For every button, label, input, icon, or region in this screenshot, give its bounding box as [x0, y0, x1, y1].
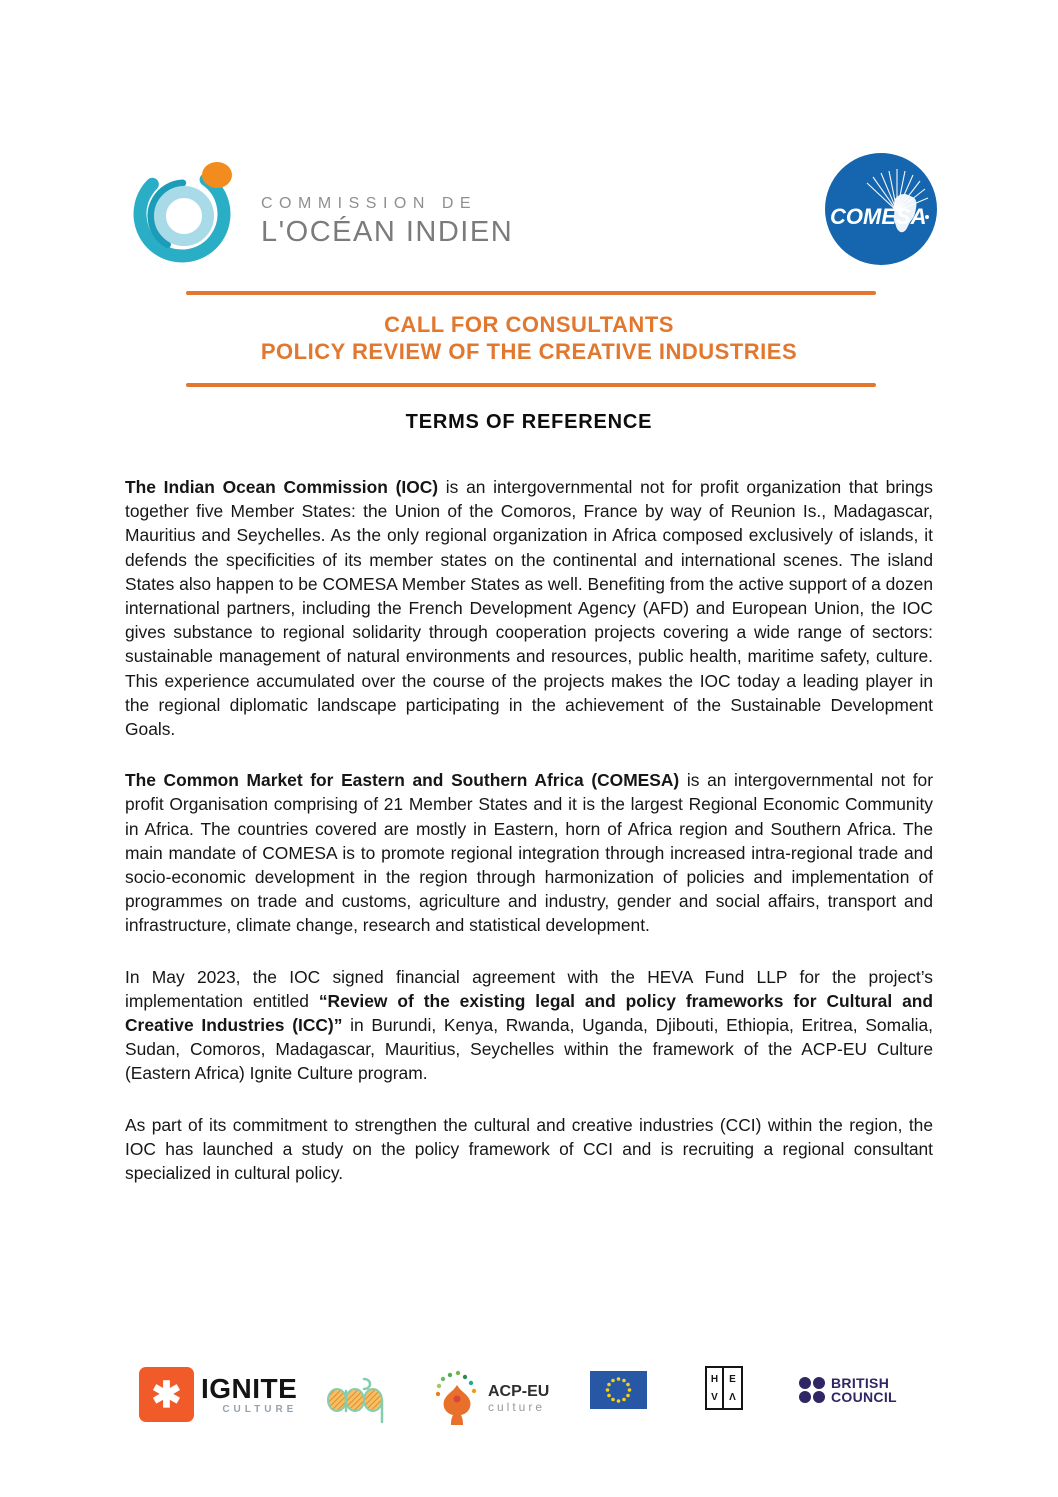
paragraph-agreement: [125, 965, 933, 1086]
partner-logos-footer: [0, 1363, 1058, 1438]
paragraph-ioc-lead: The Indian Ocean Commission (IOC): [125, 477, 439, 497]
paragraph-comesa-lead: The Common Market for Eastern and Southern Africa (COMESA): [125, 770, 680, 791]
paragraph-ioc: [125, 475, 933, 741]
divider-bottom: [186, 383, 876, 387]
paragraph-commitment: As part of its commitment to strengthen the cultural and creative industries (CCI) within the region, the IOC has launched a study on the policy framework of CCI and is recruiting a regional consultant specialized in cultural policy.: [125, 1114, 933, 1184]
heva-letter-v: V: [711, 1391, 718, 1403]
asterisk-icon: ✱: [139, 1367, 194, 1422]
acp-eu-culture-logo: [434, 1369, 549, 1427]
heva-letter-e: E: [729, 1373, 736, 1385]
comesa-logo-icon: [823, 151, 939, 267]
british-council-text: [831, 1376, 897, 1404]
heva-letter-a: Λ: [729, 1391, 736, 1403]
document-title: [0, 311, 1058, 365]
paragraph-agreement-post: in Burundi, Kenya, Rwanda, Uganda, Djibouti, Ethiopia, Eritrea, Somalia, Sudan, Comoros, Madagascar, Mauritius, Seychelles within the framework of the ACP-EU Culture (Eastern Africa) Ignite Culture program.: [125, 1015, 933, 1084]
acp-eu-logo-text: [488, 1383, 549, 1414]
ignite-culture-logo: [139, 1367, 297, 1422]
paragraph-agreement-title: “Review of the existing legal and policy frameworks for Cultural and Creative Industries (ICC)”: [125, 990, 933, 1036]
ioc-logo-line2: L'OCÉAN INDIEN: [261, 216, 514, 248]
heva-left-column: [707, 1368, 724, 1408]
eu-flag-icon: [590, 1371, 647, 1409]
acp-eu-name: ACP-EU: [488, 1382, 550, 1400]
british-council-line2: COUNCIL: [831, 1389, 897, 1405]
ioc-logo-icon: [131, 152, 241, 264]
ignite-sub: CULTURE: [222, 1404, 298, 1415]
heva-right-column: [724, 1368, 741, 1408]
ignite-name: IGNITE: [201, 1373, 298, 1404]
burst-icon: [434, 1369, 480, 1427]
acp-eu-sub: culture: [488, 1399, 546, 1414]
title-line-1: CALL FOR CONSULTANTS: [384, 312, 674, 337]
paragraph-ioc-text: is an intergovernmental not for profit organization that brings together five Member States: the Union of the Comoros, France by way of Reunion Is., Madagascar, Mauritius and Seychelles. As the only regional organization in Africa composed exclusively of islands, it defends the specificities of its member states on the continental and international scenes. The island States also happen to be COMESA Member States as well. Benefiting from the active support of a dozen international partners, including the French Development Agency (AFD) and European Union, the IOC gives substance to regional solidarity through cooperation projects covering a wide range of sectors: sustainable management of natural environments and resources, public health, maritime safety, culture. This experience accumulated over the course of the projects makes the IOC today a leading player in the regional diplomatic landscape participating in the achievement of the Sustainable Development Goals.: [125, 477, 934, 740]
acp-logo-icon: [323, 1373, 385, 1425]
paragraph-comesa: [125, 768, 933, 937]
ioc-logo-line1: COMMISSION DE: [261, 195, 478, 212]
paragraph-comesa-text: is an intergovernmental not for profit Organisation comprising of 21 Member States and it is the largest Regional Economic Community in Africa. The countries covered are mostly in Eastern, horn of Africa region and Southern Africa. The main mandate of COMESA is to promote regional integration through increased intra-regional trade and socio-economic development in the region through harmonization of policies and implementation of programmes on trade and customs, agriculture and industry, gender and social affairs, transport and infrastructure, climate change, research and statistical development.: [125, 770, 934, 936]
four-dots-icon: [799, 1377, 825, 1403]
ioc-logo-text: [261, 167, 513, 249]
comesa-logo-label: COMESA: [830, 204, 927, 229]
title-line-2: POLICY REVIEW OF THE CREATIVE INDUSTRIES: [260, 339, 798, 364]
divider-top: [186, 291, 876, 295]
british-council-logo: [799, 1376, 897, 1404]
heva-letter-h: H: [710, 1373, 719, 1385]
ioc-logo: [131, 152, 513, 264]
paragraph-agreement-pre: In May 2023, the IOC signed financial agreement with the HEVA Fund LLP for the project’s implementation entitled: [125, 966, 933, 1011]
ignite-logo-text: [201, 1367, 297, 1415]
terms-of-reference-heading: TERMS OF REFERENCE: [405, 411, 653, 433]
british-council-line1: BRITISH: [831, 1375, 890, 1391]
heva-logo: [705, 1366, 743, 1410]
document-body: [125, 475, 933, 1212]
